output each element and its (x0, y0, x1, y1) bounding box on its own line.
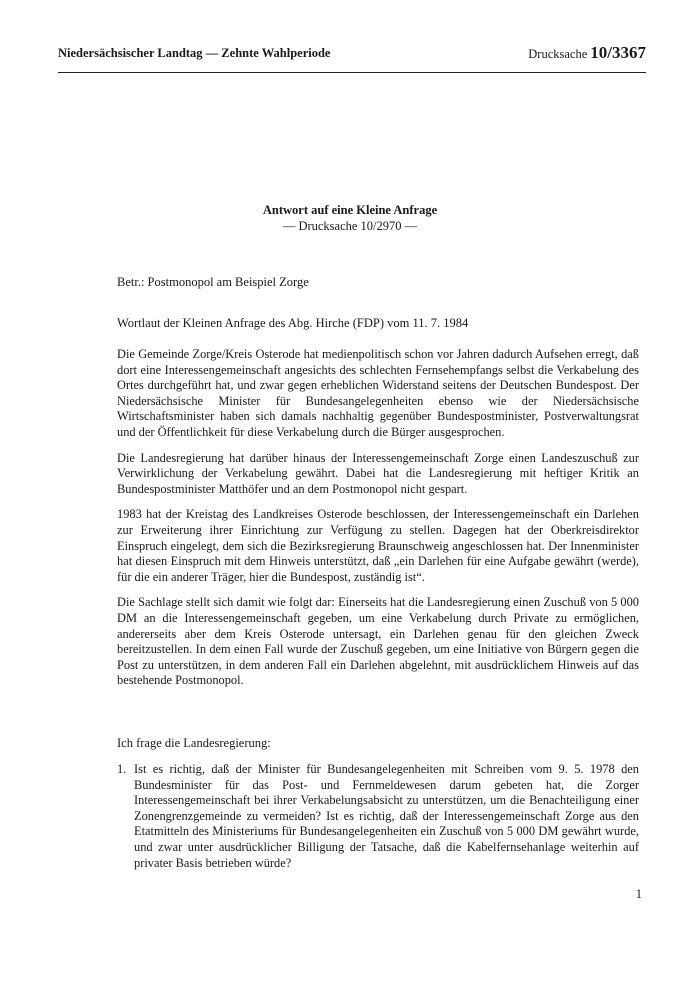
drucksache-number: 10/3367 (590, 43, 646, 62)
page-header (58, 43, 646, 66)
question-text: Ist es richtig, daß der Minister für Bundesangelegenheiten mit Schreiben vom 9. 5. 1978 den Bundesminister für das Post- und Fernmeldewesen darum gebeten hat, die Zorger Interessengemeinschaft bei ihrer Verkabelungsabsicht zu unterstützen, um die Benachteiligung einer Zonengrenzgemeinde zu vermeiden? Ist es richtig, daß der Interessengemeinschaft Zorge aus den Etatmitteln des Ministeriums für Bundesangelegenheiten ein Zuschuß von 5 000 DM gewährt wurde, und zwar unter ausdrücklicher Billigung der Tatsache, daß die Kabelfernsehanlage weiterhin auf privater Basis betrieben würde? (134, 762, 639, 870)
inquiry-wording-line: Wortlaut der Kleinen Anfrage des Abg. Hirche (FDP) vom 11. 7. 1984 (117, 316, 469, 330)
document-title (0, 202, 700, 234)
paragraph: Die Sachlage stellt sich damit wie folgt dar: Einerseits hat die Landesregierung einen Zuschuß von 5 000 DM an die Interessengemeinschaft gegeben, um eine Verkabelung durch Private zu ermöglichen, andererseits aber dem Kreis Osterode untersagt, ein Darlehen genau für den gleichen Zweck bereitzustellen. In dem einen Fall wurde der Zuschuß gegeben, um eine Initiative von Bürgern gegen die Post zu unterstützen, in dem anderen Fall ein Darlehen abgelehnt, mit ausdrücklichem Hinweis auf das bestehende Postmonopol. (117, 595, 639, 688)
paragraph: 1983 hat der Kreistag des Landkreises Osterode beschlossen, der Interessengemeinschaft ein Darlehen zur Erweiterung ihrer Einrichtung zur Verfügung zu stellen. Dagegen hat der Oberkreisdirektor Einspruch eingelegt, dem sich die Bezirksregierung Braunschweig angeschlossen hat. Der Innenminister hat diesen Einspruch mit dem Hinweis unterstützt, daß „ein Darlehen für eine Aufgabe gewährt (werde), für die ein anderer Träger, hier die Bundespost, zuständig ist“. (117, 507, 639, 584)
inquiry-body (117, 347, 639, 699)
question-number: 1. (117, 762, 127, 776)
title-line-2: — Drucksache 10/2970 — (282, 219, 418, 233)
question-item (117, 762, 639, 871)
header-rule (58, 72, 646, 73)
question-intro: Ich frage die Landesregierung: (117, 736, 271, 750)
subject-line: Betr.: Postmonopol am Beispiel Zorge (117, 275, 309, 289)
paragraph: Die Gemeinde Zorge/Kreis Osterode hat medienpolitisch schon vor Jahren dadurch Aufsehen erregt, daß dort eine Interessengemeinschaft angesichts des schlechten Fernsehempfangs selbst die Verkabelung des Ortes durchgeführt hat, und zwar gegen erheblichen Widerstand seitens der Deutschen Bundespost. Der Niedersächsische Minister für Bundesangelegenheiten ebenso wie der Niedersächsische Wirtschaftsminister haben sich damals nachhaltig gegenüber Bundespostminister, Postverwaltungsrat und der Öffentlichkeit für diese Verkabelung durch die Bürger ausgesprochen. (117, 347, 639, 439)
paragraph: Die Landesregierung hat darüber hinaus der Interessengemeinschaft Zorge einen Landeszuschuß zur Verwirklichung der Verkabelung gewährt. Dabei hat die Landesregierung mit heftiger Kritik an Bundespostminister Matthöfer und an dem Postmonopol nicht gespart. (117, 450, 639, 496)
parliament-title: Niedersächsischer Landtag — Zehnte Wahlperiode (58, 46, 331, 60)
page-number: 1 (635, 887, 642, 901)
title-line-1: Antwort auf eine Kleine Anfrage (262, 203, 438, 217)
drucksache-reference (528, 43, 646, 63)
drucksache-label: Drucksache (528, 47, 588, 61)
